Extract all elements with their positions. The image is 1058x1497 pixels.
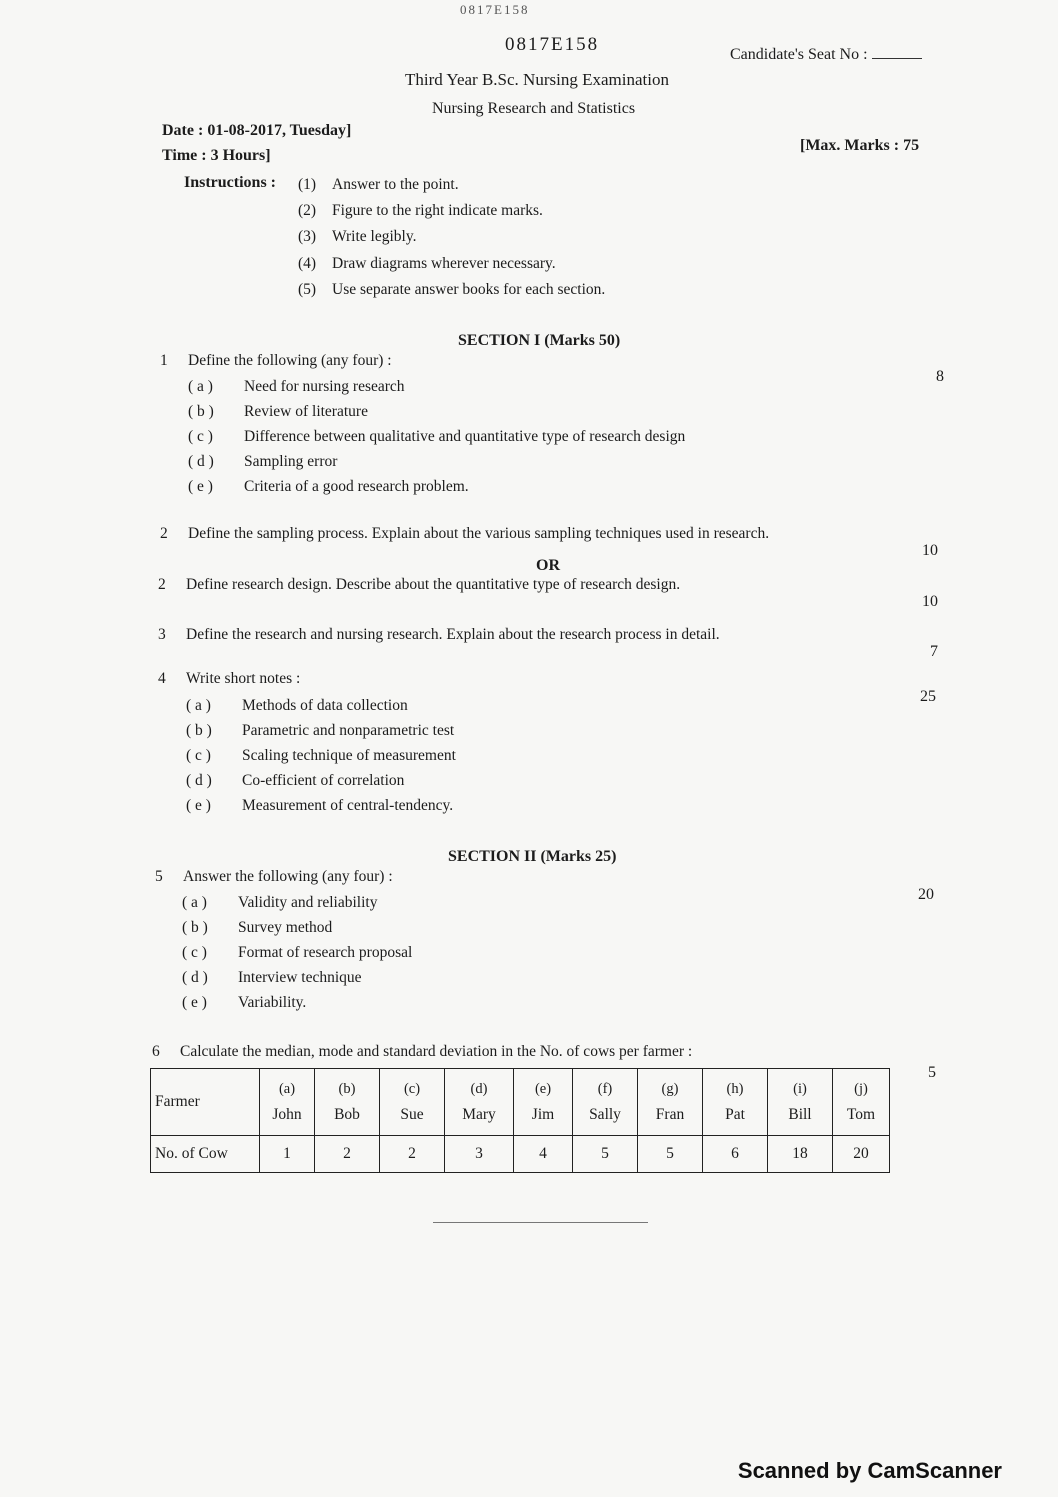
sub-question — [182, 944, 412, 962]
instruction-num: (2) — [298, 202, 317, 219]
instructions-label: Instructions : — [184, 174, 277, 191]
seat-number-blank — [872, 58, 922, 59]
sub-question — [188, 478, 469, 496]
question-text: Calculate the median, mode and standard deviation in the No. of cows per farmer : — [180, 1043, 693, 1060]
table-row-farmer — [151, 1069, 890, 1136]
farmer-name: Mary — [462, 1105, 496, 1123]
farmer-cell — [260, 1069, 315, 1136]
instruction-item — [298, 255, 556, 273]
farmer-letter: (c) — [403, 1080, 421, 1097]
farmer-cell — [315, 1069, 380, 1136]
sub-text: Methods of data collection — [242, 697, 408, 714]
instruction-item — [298, 281, 605, 299]
instruction-item — [298, 176, 459, 194]
sub-text: Need for nursing research — [244, 378, 405, 395]
question-number: 4 — [158, 670, 166, 687]
sub-label: ( d ) — [188, 453, 214, 470]
question-text: Define the sampling process. Explain about the various sampling techniques used in research. — [188, 525, 770, 542]
sub-question — [188, 403, 368, 421]
cows-value: 6 — [703, 1136, 768, 1173]
farmer-cell — [768, 1069, 833, 1136]
question-text: Write short notes : — [186, 670, 301, 687]
farmer-letter: (h) — [726, 1080, 744, 1097]
question-5 — [155, 868, 393, 886]
sub-question — [186, 797, 453, 815]
cows-value: 4 — [514, 1136, 573, 1173]
instruction-text: Use separate answer books for each section. — [332, 281, 606, 298]
scanner-watermark: Scanned by CamScanner — [737, 1458, 1002, 1483]
farmer-name: Fran — [655, 1105, 685, 1123]
sub-label: ( b ) — [188, 403, 214, 420]
instruction-num: (4) — [298, 255, 317, 272]
sub-text: Sampling error — [244, 453, 338, 470]
sub-label: ( b ) — [186, 722, 212, 739]
question-2-alternative-marks: 10 — [922, 593, 938, 610]
cows-value: 1 — [260, 1136, 315, 1173]
question-4-marks: 25 — [920, 688, 936, 705]
sub-label: ( d ) — [186, 772, 212, 789]
sub-text: Scaling technique of measurement — [242, 747, 456, 764]
cows-per-farmer-table — [150, 1068, 890, 1173]
sub-question — [188, 428, 685, 446]
farmer-cell — [445, 1069, 514, 1136]
farmer-name: Tom — [846, 1105, 876, 1123]
subject-title: Nursing Research and Statistics — [432, 100, 636, 117]
section-1-title: SECTION I (Marks 50) — [458, 332, 621, 349]
instruction-text: Answer to the point. — [332, 176, 459, 193]
cows-value: 5 — [638, 1136, 703, 1173]
farmer-cell — [833, 1069, 890, 1136]
sub-question — [186, 722, 454, 740]
sub-label: ( c ) — [188, 428, 213, 445]
sub-label: ( a ) — [186, 697, 211, 714]
sub-label: ( c ) — [186, 747, 211, 764]
exam-date: Date : 01-08-2017, Tuesday] — [162, 122, 352, 139]
farmer-letter: (g) — [661, 1080, 679, 1097]
sub-question — [182, 894, 377, 912]
section-2-title: SECTION II (Marks 25) — [448, 848, 617, 865]
farmer-name: Pat — [725, 1105, 745, 1123]
exam-title: Third Year B.Sc. Nursing Examination — [405, 70, 669, 89]
exam-time: Time : 3 Hours] — [162, 147, 271, 164]
end-of-paper-rule — [433, 1222, 648, 1223]
max-marks: [Max. Marks : 75 — [800, 137, 920, 154]
question-6-marks: 5 — [928, 1064, 936, 1081]
sub-text: Parametric and nonparametric test — [242, 722, 455, 739]
farmer-cell — [573, 1069, 638, 1136]
sub-question — [188, 453, 337, 471]
farmer-name: Bill — [788, 1105, 812, 1123]
farmer-cell — [638, 1069, 703, 1136]
sub-label: ( a ) — [188, 378, 213, 395]
question-6 — [152, 1043, 692, 1061]
seat-label-text: Candidate's Seat No : — [730, 46, 868, 63]
sub-label: ( e ) — [188, 478, 213, 495]
sub-text: Variability. — [238, 994, 307, 1011]
question-2-marks: 10 — [922, 542, 938, 559]
question-number: 1 — [160, 352, 168, 369]
question-text: Define the following (any four) : — [188, 352, 392, 369]
farmer-letter: (i) — [793, 1080, 807, 1097]
farmer-letter: (d) — [470, 1080, 488, 1097]
farmer-cell — [703, 1069, 768, 1136]
instruction-text: Draw diagrams wherever necessary. — [332, 255, 556, 272]
instruction-item — [298, 202, 543, 220]
question-1-marks: 8 — [936, 368, 944, 385]
instruction-num: (3) — [298, 228, 317, 245]
row-label-farmer: Farmer — [151, 1069, 260, 1136]
farmer-name: Sue — [400, 1105, 424, 1123]
farmer-letter: (j) — [854, 1080, 868, 1097]
cows-value: 2 — [380, 1136, 445, 1173]
instruction-text: Write legibly. — [332, 228, 417, 245]
table-row-cows — [151, 1136, 890, 1173]
sub-text: Survey method — [238, 919, 333, 936]
question-number: 6 — [152, 1043, 160, 1060]
farmer-name: John — [272, 1105, 302, 1123]
cows-value: 5 — [573, 1136, 638, 1173]
question-3-marks: 7 — [930, 643, 938, 660]
sub-label: ( b ) — [182, 919, 208, 936]
question-text: Define research design. Describe about the quantitative type of research design. — [186, 576, 681, 593]
farmer-name: Bob — [334, 1105, 360, 1123]
sub-text: Criteria of a good research problem. — [244, 478, 469, 495]
farmer-name: Sally — [589, 1105, 621, 1123]
instruction-num: (5) — [298, 281, 317, 298]
cows-value: 20 — [833, 1136, 890, 1173]
question-4 — [158, 670, 300, 688]
instruction-item — [298, 228, 416, 246]
instruction-num: (1) — [298, 176, 317, 193]
sub-label: ( e ) — [182, 994, 207, 1011]
sub-question — [182, 994, 306, 1012]
seat-number-label — [730, 46, 922, 64]
sub-text: Format of research proposal — [238, 944, 413, 961]
row-label-cows: No. of Cow — [151, 1136, 260, 1173]
farmer-letter: (a) — [278, 1080, 296, 1097]
sub-text: Difference between qualitative and quantitative type of research design — [244, 428, 686, 445]
farmer-cell — [514, 1069, 573, 1136]
question-3 — [158, 626, 720, 644]
cows-value: 3 — [445, 1136, 514, 1173]
cows-value: 18 — [768, 1136, 833, 1173]
instruction-text: Figure to the right indicate marks. — [332, 202, 543, 219]
sub-text: Co-efficient of correlation — [242, 772, 405, 789]
farmer-letter: (f) — [597, 1080, 613, 1097]
question-1 — [160, 352, 392, 370]
top-code: 0817E158 — [460, 2, 530, 17]
sub-question — [186, 772, 404, 790]
sub-text: Validity and reliability — [238, 894, 378, 911]
sub-text: Interview technique — [238, 969, 362, 986]
cows-value: 2 — [315, 1136, 380, 1173]
farmer-letter: (e) — [534, 1080, 552, 1097]
sub-label: ( d ) — [182, 969, 208, 986]
question-5-marks: 20 — [918, 886, 934, 903]
sub-text: Measurement of central-tendency. — [242, 797, 454, 814]
sub-question — [186, 747, 456, 765]
farmer-letter: (b) — [338, 1080, 356, 1097]
sub-text: Review of literature — [244, 403, 368, 420]
or-divider: OR — [536, 557, 560, 574]
question-text: Answer the following (any four) : — [183, 868, 393, 885]
paper-code: 0817E158 — [505, 34, 600, 55]
question-number: 5 — [155, 868, 163, 885]
question-number: 3 — [158, 626, 166, 643]
question-2 — [160, 525, 769, 543]
question-number: 2 — [158, 576, 166, 593]
question-number: 2 — [160, 525, 168, 542]
sub-question — [188, 378, 405, 396]
sub-label: ( e ) — [186, 797, 211, 814]
sub-label: ( c ) — [182, 944, 207, 961]
farmer-name: Jim — [531, 1105, 555, 1123]
sub-question — [186, 697, 408, 715]
question-text: Define the research and nursing research. Explain about the research process in detail. — [186, 626, 720, 643]
sub-question — [182, 919, 332, 937]
sub-label: ( a ) — [182, 894, 207, 911]
sub-question — [182, 969, 362, 987]
question-2-alternative — [158, 576, 680, 594]
farmer-cell — [380, 1069, 445, 1136]
